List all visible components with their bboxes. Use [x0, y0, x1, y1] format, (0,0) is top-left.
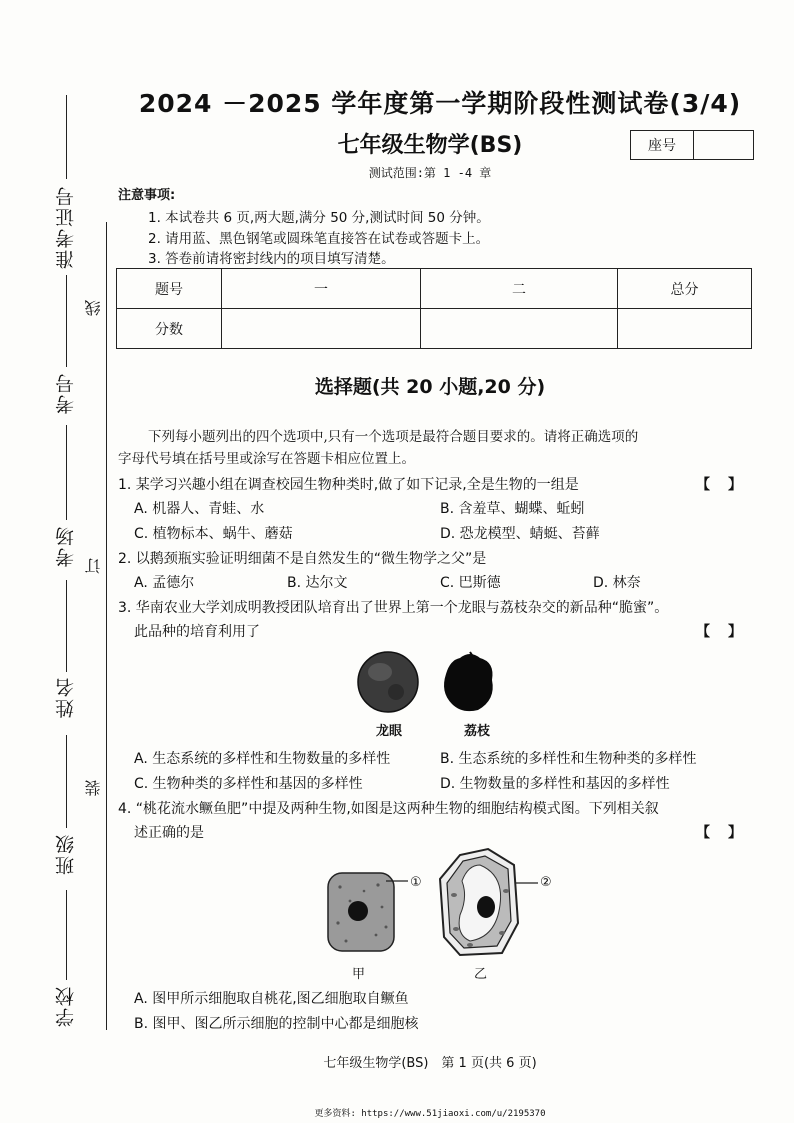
option-a: A. 图甲所示细胞取自桃花,图乙细胞取自鳜鱼: [134, 991, 409, 1007]
figure-label-lychee: 荔枝: [464, 724, 491, 739]
animal-cell: [328, 873, 408, 951]
option-c: C. 生物种类的多样性和基因的多样性: [134, 776, 363, 792]
school-label: 学校: [55, 985, 77, 1027]
option-d: D. 林奈: [593, 575, 641, 591]
test-scope: 测试范围:第 1 -4 章: [368, 166, 492, 180]
marker-2: ②: [540, 875, 552, 890]
score-table: [116, 268, 752, 349]
question-stem: 2. 以鹅颈瓶实验证明细菌不是自然发生的“微生物学之父”是: [118, 551, 487, 567]
table-header-cell: 总分: [618, 269, 752, 309]
section-title: 选择题(共 20 小题,20 分): [314, 376, 546, 398]
note-item: 3. 答卷前请将密封线内的项目填写清楚。: [148, 251, 395, 267]
seat-number-box: [630, 130, 754, 160]
binding-margin: [0, 0, 112, 1123]
option-c: C. 巴斯德: [440, 575, 501, 591]
option-c: C. 植物标本、蜗牛、蘑菇: [134, 526, 293, 542]
plant-cell: [440, 849, 538, 955]
answer-bracket[interactable]: 【】: [696, 624, 760, 640]
table-row-label: 分数: [117, 309, 222, 349]
option-b: B. 含羞草、蝴蝶、蚯蚓: [440, 501, 585, 517]
exam-number-label: 考号: [55, 372, 77, 414]
notes-title: 注意事项:: [118, 188, 176, 203]
seat-label: 座号: [631, 131, 694, 159]
score-cell[interactable]: [222, 309, 421, 349]
figure-label-longan: 龙眼: [376, 724, 403, 739]
seal-char-install: 装: [84, 780, 103, 796]
score-table-header-row: [117, 269, 752, 309]
score-table-row: [117, 309, 752, 349]
option-a: A. 机器人、青蛙、水: [134, 501, 265, 517]
seal-char-bind: 订: [84, 558, 103, 574]
question-stem-cont: 述正确的是: [134, 825, 204, 841]
name-line: [66, 580, 67, 672]
longan-image: [358, 652, 418, 712]
option-b: B. 生态系统的多样性和生物种类的多样性: [440, 751, 697, 767]
option-b: B. 图甲、图乙所示细胞的控制中心都是细胞核: [134, 1016, 419, 1032]
score-cell[interactable]: [421, 309, 618, 349]
seal-char-line: 线: [84, 300, 103, 316]
answer-bracket[interactable]: 【】: [696, 825, 760, 841]
class-label: 班级: [55, 833, 77, 875]
table-header-cell: 一: [222, 269, 421, 309]
answer-bracket[interactable]: 【】: [696, 477, 760, 493]
option-a: A. 生态系统的多样性和生物数量的多样性: [134, 751, 391, 767]
more-resources-link[interactable]: 更多资料: https://www.51jiaoxi.com/u/2195370: [314, 1109, 546, 1119]
table-header-cell: 题号: [117, 269, 222, 309]
question-stem-cont: 此品种的培育利用了: [134, 624, 260, 640]
question-stem: 3. 华南农业大学刘成明教授团队培育出了世界上第一个龙眼与荔枝杂交的新品种“脆蜜”。: [118, 600, 669, 616]
note-item: 2. 请用蓝、黑色钢笔或圆珠笔直接答在试卷或答题卡上。: [148, 231, 490, 247]
marker-1: ①: [410, 875, 422, 890]
option-a: A. 孟德尔: [134, 575, 195, 591]
page-footer: 七年级生物学(BS) 第 1 页(共 6 页): [323, 1056, 537, 1071]
question-stem: 1. 某学习兴趣小组在调查校园生物种类时,做了如下记录,全是生物的一组是: [118, 477, 579, 493]
exam-id-label: 准考证号: [55, 185, 77, 269]
exam-room-label: 考场: [55, 525, 77, 567]
option-d: D. 恐龙模型、蜻蜓、苔藓: [440, 526, 600, 542]
exam-room-line: [66, 425, 67, 520]
class-line: [66, 735, 67, 828]
question-stem: 4. “桃花流水鳜鱼肥”中提及两种生物,如图是这两种生物的细胞结构模式图。下列相关叙: [118, 801, 659, 817]
exam-number-line: [66, 275, 67, 367]
note-item: 1. 本试卷共 6 页,两大题,满分 50 分,测试时间 50 分钟。: [148, 210, 490, 226]
lychee-image: [444, 652, 493, 711]
cell-label-jia: 甲: [352, 967, 366, 982]
exam-id-line: [66, 95, 67, 179]
cell-label-yi: 乙: [474, 967, 488, 982]
table-header-cell: 二: [421, 269, 618, 309]
fruit-figure: [350, 648, 510, 720]
option-d: D. 生物数量的多样性和基因的多样性: [440, 776, 670, 792]
seat-number-field[interactable]: [694, 131, 753, 159]
option-b: B. 达尔文: [287, 575, 348, 591]
seal-line: [106, 222, 107, 1030]
name-label: 姓名: [55, 676, 77, 718]
exam-title: 2024 －2025 学年度第一学期阶段性测试卷(3/4): [138, 89, 742, 118]
section-instructions-cont: 字母代号填在括号里或涂写在答题卡相应位置上。: [118, 451, 415, 467]
exam-subtitle: 七年级生物学(BS): [337, 133, 523, 158]
score-cell[interactable]: [618, 309, 752, 349]
section-instructions: 下列每小题列出的四个选项中,只有一个选项是最符合题目要求的。请将正确选项的: [148, 429, 639, 445]
school-line: [66, 890, 67, 980]
cell-diagram: [320, 845, 580, 960]
